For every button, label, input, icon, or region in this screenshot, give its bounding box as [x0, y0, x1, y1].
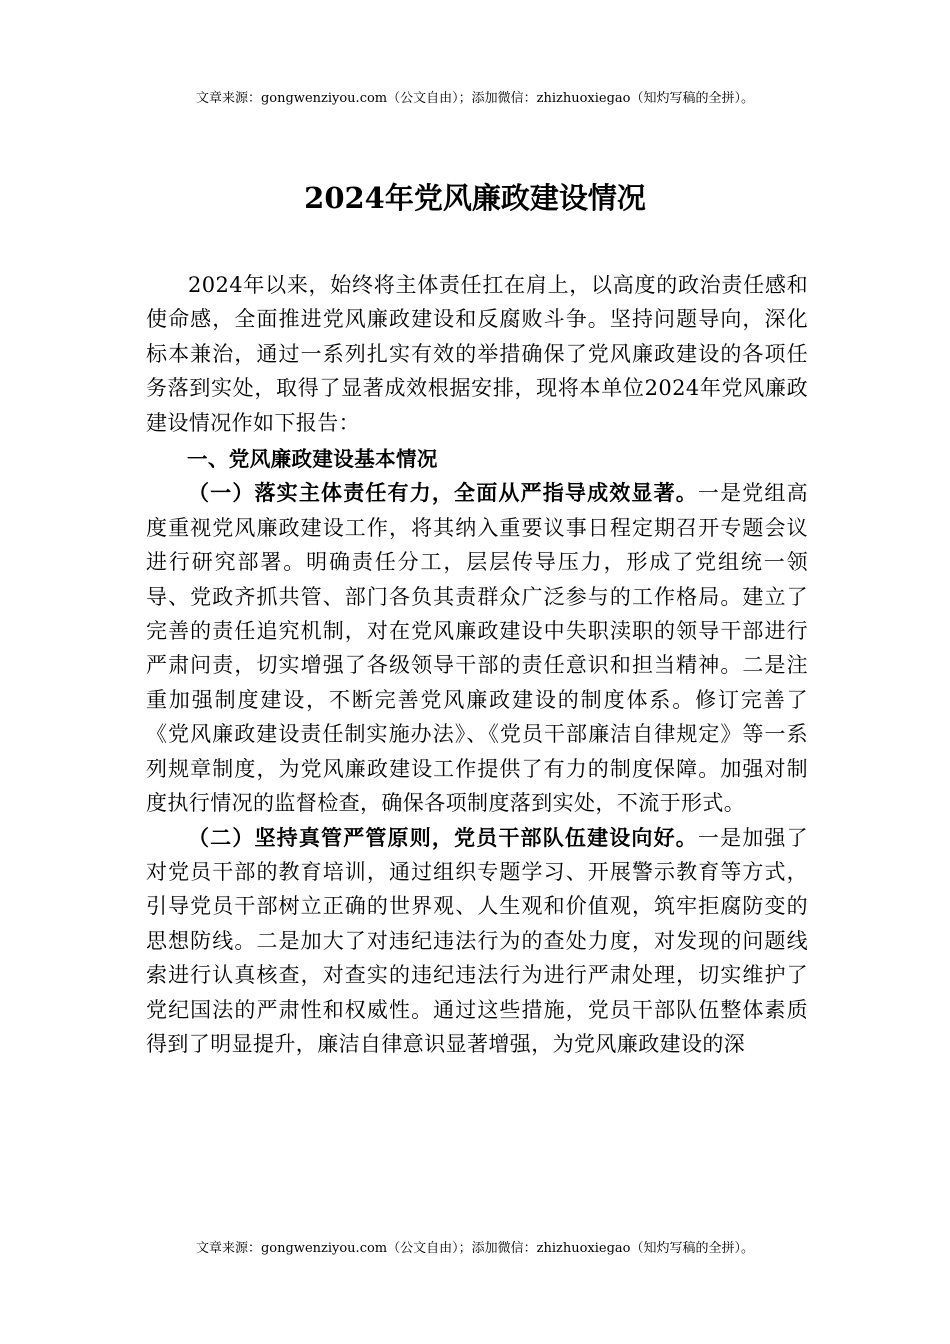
header-source-note: 文章来源：gongwenziyou.com（公文自由）；添加微信：zhizhuoxiegao（知灼写稿的全拼）。 [195, 91, 755, 106]
subsection-lead-2: （二）坚持真管严管原则，党员干部队伍建设向好。 [188, 824, 698, 850]
footer-source-note: 文章来源：gongwenziyou.com（公文自由）；添加微信：zhizhuoxiegao（知灼写稿的全拼）。 [195, 1241, 755, 1256]
section-heading-1: 一、党风廉政建设基本情况 [187, 447, 438, 472]
subsection-paragraph-2 [146, 821, 808, 1062]
subsection-text-2: 一是加强了对党员干部的教育培训，通过组织专题学习、开展警示教育等方式，引导党员干部树立正确的世界观、人生观和价值观，筑牢拒腐防变的思想防线。二是加大了对违纪违法行为的查处力度，对发现的问题线索进行认真核查，对查实的违纪违法行为进行严肃处理，切实维护了党纪国法的严肃性和权威性。通过这些措施，党员干部队伍整体素质得到了明显提升，廉洁自律意识显著增强，为党风廉政建设的深 [146, 825, 809, 1056]
document-body [146, 268, 808, 1061]
subsection-text-1: 一是党组高度重视党风廉政建设工作，将其纳入重要议事日程定期召开专题会议进行研究部署。明确责任分工，层层传导压力，形成了党组统一领导、党政齐抓共管、部门各负其责群众广泛参与的工作格局。建立了完善的责任追究机制，对在党风廉政建设中失职渎职的领导干部进行严肃问责，切实增强了各级领导干部的责任意识和担当精神。二是注重加强制度建设，不断完善党风廉政建设的制度体系。修订完善了《党风廉政建设责任制实施办法》、《党员干部廉洁自律规定》等一系列规章制度，为党风廉政建设工作提供了有力的制度保障。加强对制度执行情况的监督检查，确保各项制度落到实处，不流于形式。 [146, 481, 809, 816]
subsection-lead-1: （一）落实主体责任有力，全面从严指导成效显著。 [188, 480, 698, 506]
intro-paragraph: 2024年以来，始终将主体责任扛在肩上，以高度的政治责任感和使命感，全面推进党风廉政建设和反腐败斗争。坚持问题导向，深化标本兼治，通过一系列扎实有效的举措确保了党风廉政建设的各项任务落到实处，取得了显著成效根据安排，现将本单位2024年党风廉政建设情况作如下报告： [146, 273, 808, 435]
subsection-paragraph-1 [146, 476, 808, 820]
document-title: 2024年党风廉政建设情况 [304, 181, 646, 215]
